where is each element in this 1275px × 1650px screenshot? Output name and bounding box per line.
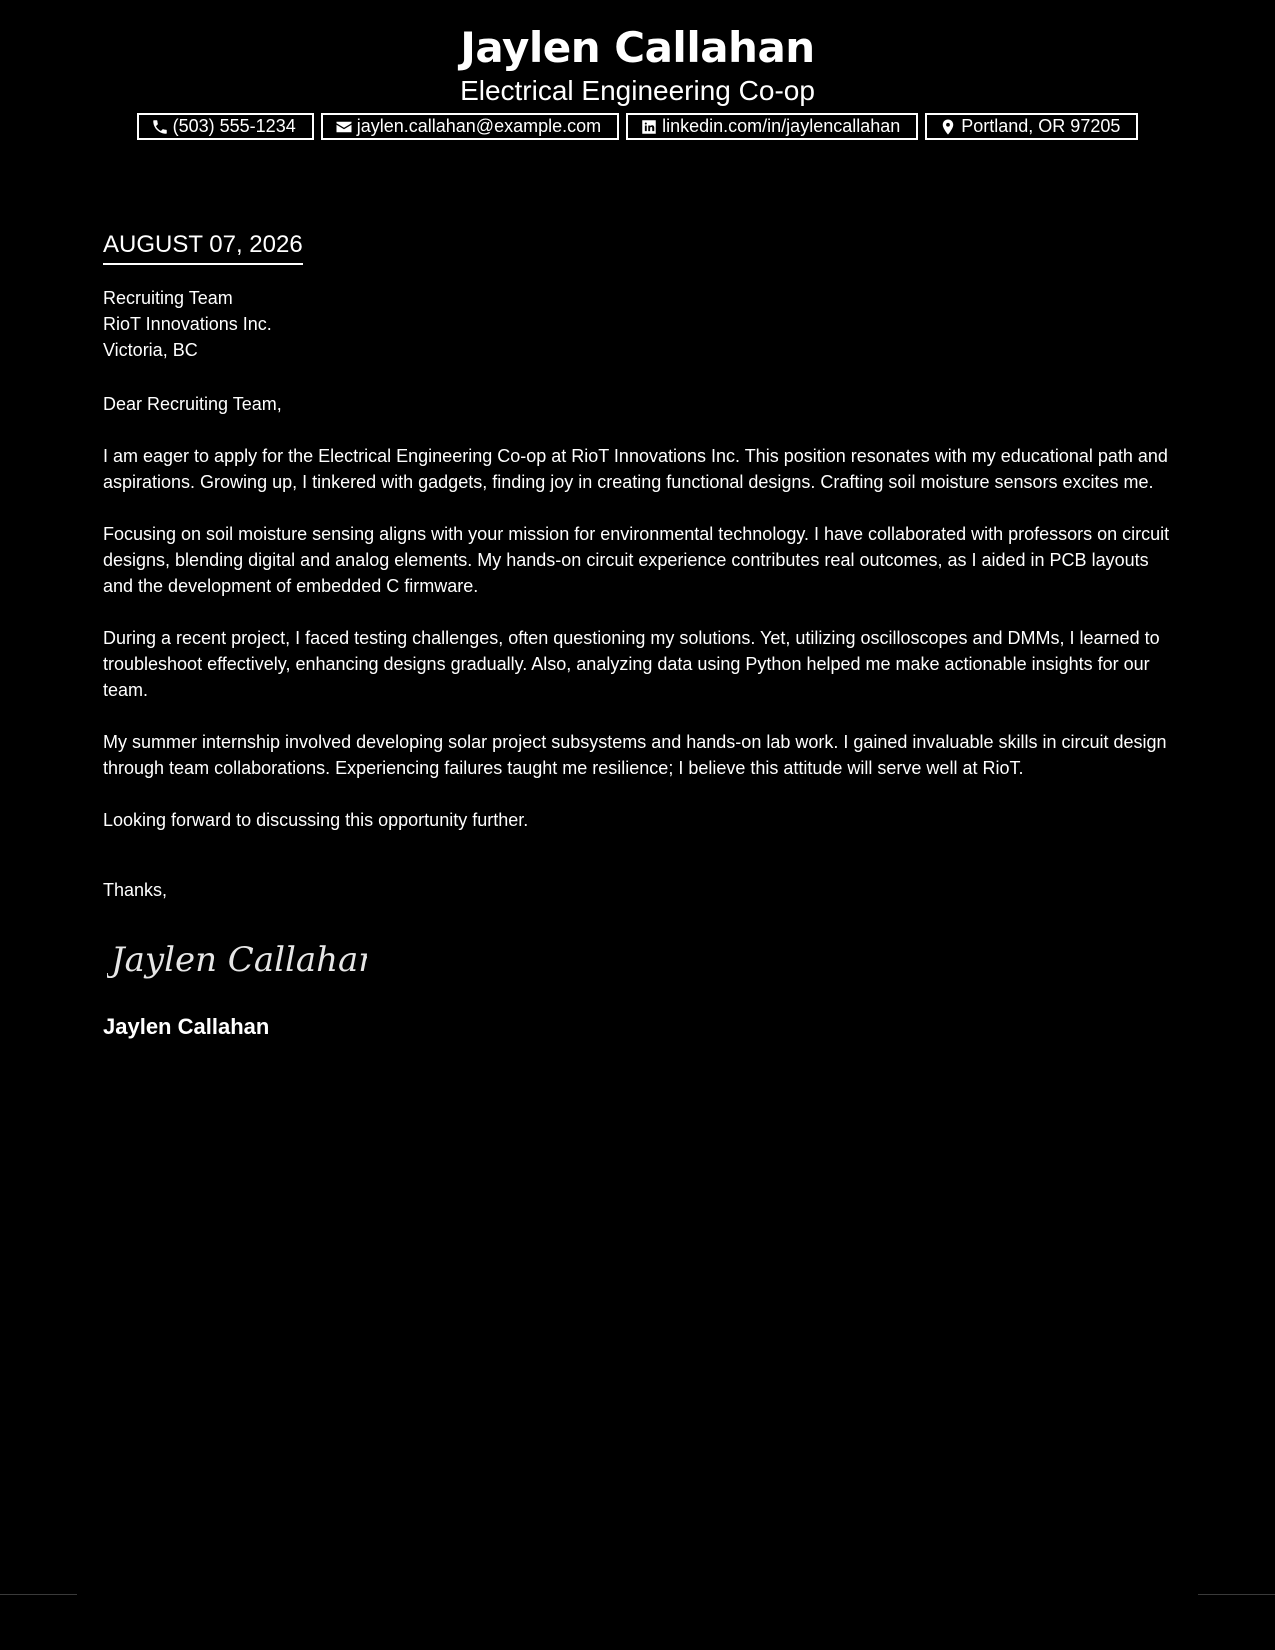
letter-date: AUGUST 07, 2026 <box>103 228 303 265</box>
contact-linkedin[interactable] <box>626 113 918 140</box>
letter-header <box>0 22 1275 108</box>
contact-bar <box>0 113 1275 140</box>
contact-location-text: Portland, OR 97205 <box>961 116 1121 136</box>
handwritten-signature <box>107 929 367 989</box>
linkedin-icon <box>640 118 658 136</box>
footer-divider <box>1198 1594 1275 1595</box>
contact-email-text: jaylen.callahan@example.com <box>356 116 602 136</box>
contact-linkedin-text: linkedin.com/in/jaylencallahan <box>662 116 901 136</box>
phone-icon <box>151 118 169 136</box>
letter-body <box>103 228 1173 1042</box>
applicant-title: Electrical Engineering Co-op <box>460 75 815 106</box>
recipient-line: RioT Innovations Inc. <box>103 314 272 334</box>
applicant-name: Jaylen Callahan <box>460 23 815 72</box>
map-pin-icon <box>939 118 957 136</box>
contact-phone-text: (503) 555-1234 <box>172 116 296 136</box>
salutation: Dear Recruiting Team, <box>103 394 282 414</box>
body-paragraph: During a recent project, I faced testing challenges, often questioning my solutions. Yet, utilizing oscilloscopes and DMMs, I learned to troubleshoot effectively, enhancing designs gradually. Also, analyzing data using Python helped me make actionable insights for our team. <box>103 628 1160 700</box>
body-paragraph: I am eager to apply for the Electrical Engineering Co-op at RioT Innovations Inc. This position resonates with my educational path and aspirations. Growing up, I tinkered with gadgets, finding joy in creating functional designs. Crafting soil moisture sensors excites me. <box>103 446 1168 492</box>
closing: Thanks, <box>103 880 168 900</box>
signed-name: Jaylen Callahan <box>103 1014 270 1039</box>
contact-email[interactable] <box>321 113 619 140</box>
envelope-icon <box>335 118 353 136</box>
signature-script: Jaylen Callahan <box>111 940 367 980</box>
body-paragraph: My summer internship involved developing solar project subsystems and hands-on lab work. I gained invaluable skills in circuit design through team collaborations. Experiencing failures taught me resilience; I believe this attitude will serve well at RioT. <box>103 732 1167 778</box>
contact-phone[interactable] <box>137 113 314 140</box>
recipient-line: Victoria, BC <box>103 340 198 360</box>
recipient-block <box>103 285 1173 363</box>
recipient-line: Recruiting Team <box>103 288 233 308</box>
body-paragraph: Focusing on soil moisture sensing aligns with your mission for environmental technology. I have collaborated with professors on circuit designs, blending digital and analog elements. My hands-on circuit experience contributes real outcomes, as I aided in PCB layouts and the development of embedded C firmware. <box>103 524 1170 596</box>
footer-divider <box>0 1594 77 1595</box>
contact-location[interactable] <box>925 113 1138 140</box>
body-paragraph: Looking forward to discussing this opportunity further. <box>103 810 529 830</box>
